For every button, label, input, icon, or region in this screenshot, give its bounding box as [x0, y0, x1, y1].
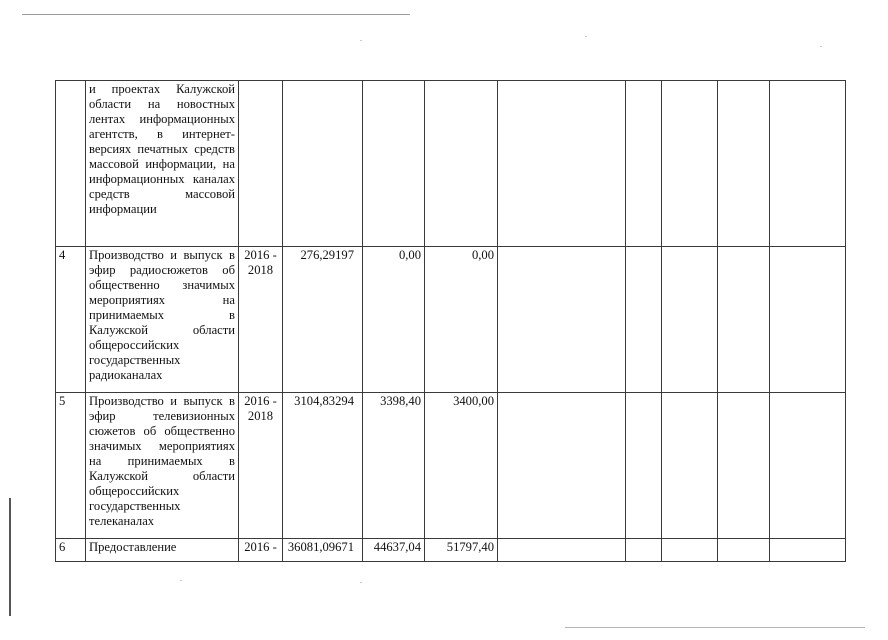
empty-cell — [662, 393, 718, 539]
scan-edge-line — [565, 627, 865, 628]
empty-cell — [498, 393, 626, 539]
scan-speck — [820, 46, 822, 47]
budget-table — [55, 80, 846, 562]
row-number-cell: 4 — [56, 247, 86, 393]
empty-cell — [626, 81, 662, 247]
table-row — [56, 81, 846, 247]
amount-cell — [425, 81, 498, 247]
empty-cell — [770, 393, 846, 539]
measure-name-cell: и проектах Калужской области на новостных лентах информационных агентств, в интернет-версиях печатных средств массовой информации, на информационных каналах средств массовой информации — [86, 81, 239, 247]
period-cell: 2016 - 2018 — [239, 247, 283, 393]
table-row — [56, 247, 846, 393]
empty-cell — [662, 247, 718, 393]
scan-edge-line — [9, 498, 11, 616]
amount-cell: 36081,09671 — [283, 539, 363, 562]
row-number-cell: 6 — [56, 539, 86, 562]
amount-cell: 276,29197 — [283, 247, 363, 393]
measure-name-cell: Производство и выпуск в эфир радиосюжетов об общественно значимых мероприятиях на принимаемых в Калужской области общероссийских государственных радиоканалах — [86, 247, 239, 393]
row-number-cell — [56, 81, 86, 247]
amount-cell: 0,00 — [425, 247, 498, 393]
measure-name-cell: Производство и выпуск в эфир телевизионных сюжетов об общественно значимых мероприятиях на принимаемых в Калужской области общероссийских государственных телеканалах — [86, 393, 239, 539]
period-cell — [239, 81, 283, 247]
empty-cell — [662, 539, 718, 562]
scan-speck — [360, 582, 362, 583]
empty-cell — [498, 539, 626, 562]
empty-cell — [770, 539, 846, 562]
amount-cell: 3398,40 — [363, 393, 425, 539]
amount-cell: 0,00 — [363, 247, 425, 393]
table-row — [56, 393, 846, 539]
empty-cell — [718, 393, 770, 539]
empty-cell — [770, 81, 846, 247]
scan-edge-line — [22, 14, 410, 15]
scan-speck — [360, 40, 362, 41]
period-cell: 2016 - 2018 — [239, 393, 283, 539]
empty-cell — [770, 247, 846, 393]
amount-cell: 3104,83294 — [283, 393, 363, 539]
amount-cell: 51797,40 — [425, 539, 498, 562]
table-row — [56, 539, 846, 562]
empty-cell — [718, 539, 770, 562]
empty-cell — [662, 81, 718, 247]
amount-cell: 44637,04 — [363, 539, 425, 562]
row-number-cell: 5 — [56, 393, 86, 539]
amount-cell: 3400,00 — [425, 393, 498, 539]
empty-cell — [718, 81, 770, 247]
measure-name-cell: Предоставление — [86, 539, 239, 562]
empty-cell — [626, 247, 662, 393]
empty-cell — [498, 247, 626, 393]
amount-cell — [283, 81, 363, 247]
empty-cell — [718, 247, 770, 393]
empty-cell — [626, 539, 662, 562]
empty-cell — [626, 393, 662, 539]
scan-speck — [180, 580, 182, 581]
amount-cell — [363, 81, 425, 247]
period-cell: 2016 - — [239, 539, 283, 562]
scan-speck — [585, 36, 587, 37]
empty-cell — [498, 81, 626, 247]
